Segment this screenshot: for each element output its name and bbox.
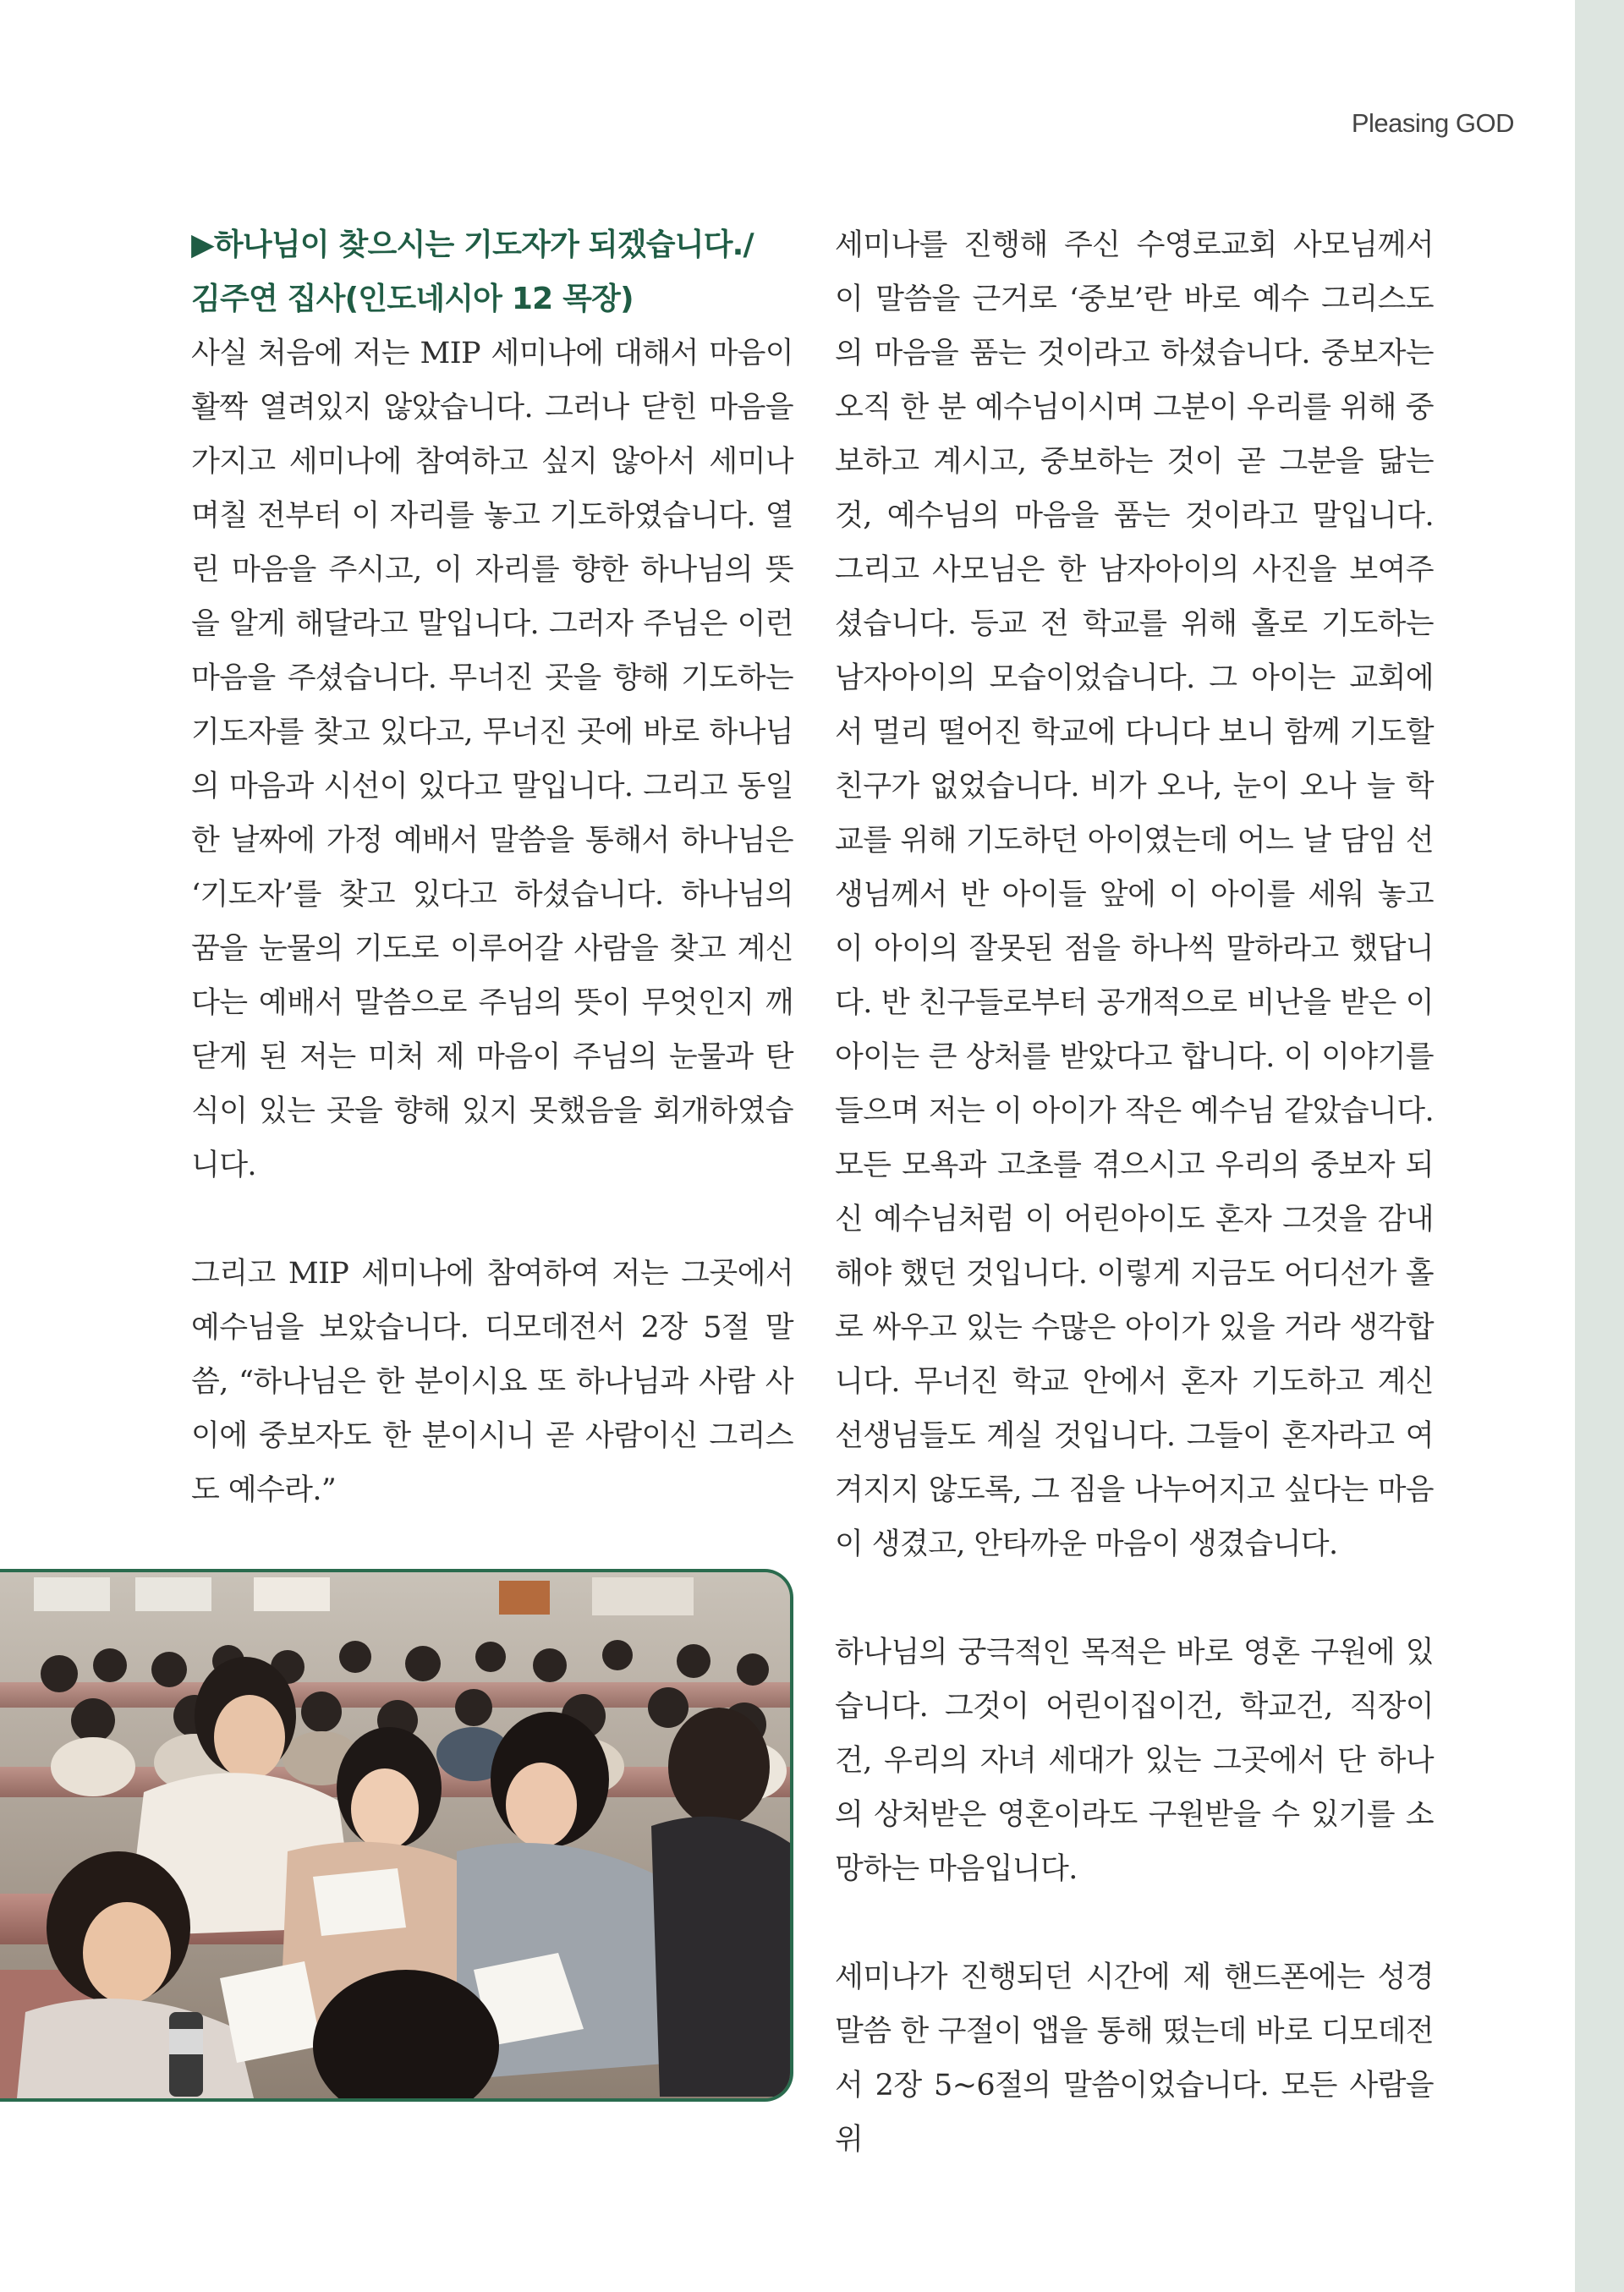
paragraph: 세미나를 진행해 주신 수영로교회 사모님께서 이 말씀을 근거로 ‘중보’란 바로 예수 그리스도의 마음을 품는 것이라고 하셨습니다. 중보자는 오직 한 분 예수님이시며 그분이 우리를 위해 중보하고 계시고, 중보하는 것이 곧 그분을 닮는 것, 예수님의 마음을 품는 것이라고 말입니다. 그리고 사모님은 한 남자아이의 사진을 보여주셨습니다. 등교 전 학교를 위해 홀로 기도하는 남자아이의 모습이었습니다. 그 아이는 교회에서 멀리 떨어진 학교에 다니다 보니 함께 기도할 친구가 없었습니다. 비가 오나, 눈이 오나 늘 학교를 위해 기도하던 아이였는데 어느 날 담임 선생님께서 반 아이들 앞에 이 아이를 세워 놓고 이 아이의 잘못된 점을 하나씩 말하라고 했답니다. 반 친구들로부터 공개적으로 비난을 받은 이 아이는 큰 상처를 받았다고 합니다. 이 이야기를 들으며 저는 이 아이가 작은 예수님 같았습니다. 모든 모욕과 고초를 겪으시고 우리의 중보자 되신 예수님처럼 이 어린아이도 혼자 그것을 감내해야 했던 것입니다. 이렇게 지금도 어디선가 홀로 싸우고 있는 수많은 아이가 있을 거라 생각합니다. 무너진 학교 안에서 혼자 기도하고 계신 선생님들도 계실 것입니다. 그들이 혼자라고 여겨지지 않도록, 그 짐을 나누어지고 싶다는 마음이 생겼고, 안타까운 마음이 생겼습니다.: [835, 228, 1434, 1561]
paragraph: 하나님의 궁극적인 목적은 바로 영혼 구원에 있습니다. 그것이 어린이집이건, 학교건, 직장이건, 우리의 자녀 세대가 있는 그곳에서 단 하나의 상처받은 영혼이라도 구원받을 수 있기를 소망하는 마음입니다.: [835, 1636, 1434, 1886]
side-color-strip: [1575, 0, 1624, 2292]
heading-title: ▶하나님이 찾으시는 기도자가 되겠습니다./: [191, 228, 754, 262]
paragraph: 사실 처음에 저는 MIP 세미나에 대해서 마음이 활짝 열려있지 않았습니다. 그러나 닫힌 마음을 가지고 세미나에 참여하고 싶지 않아서 세미나 며칠 전부터 이 자리를 놓고 기도하였습니다. 열린 마음을 주시고, 이 자리를 향한 하나님의 뜻을 알게 해달라고 말입니다. 그러자 주님은 이런 마음을 주셨습니다. 무너진 곳을 향해 기도하는 기도자를 찾고 있다고, 무너진 곳에 바로 하나님의 마음과 시선이 있다고 말입니다. 그리고 동일한 날짜에 가정 예배서 말씀을 통해서 하나님은 ‘기도자’를 찾고 있다고 하셨습니다. 하나님의 꿈을 눈물의 기도로 이루어갈 사람을 찾고 계신다는 예배서 말씀으로 주님의 뜻이 무엇인지 깨닫게 된 저는 미처 제 마음이 주님의 눈물과 탄식이 있는 곳을 향해 있지 못했음을 회개하였습니다.: [191, 337, 793, 1182]
paragraph: 세미나가 진행되던 시간에 제 핸드폰에는 성경 말씀 한 구절이 앱을 통해 떴는데 바로 디모데전서 2장 5~6절의 말씀이었습니다. 모든 사람을 위: [835, 1960, 1434, 2157]
right-column: [835, 218, 1434, 2167]
paragraph: 그리고 MIP 세미나에 참여하여 저는 그곳에서 예수님을 보았습니다. 디모데전서 2장 5절 말씀, “하나님은 한 분이시요 또 하나님과 사람 사이에 중보자도 한 분이시니 곧 사람이신 그리스도 예수라.”: [191, 1257, 793, 1507]
running-title: Pleasing GOD: [1351, 108, 1514, 138]
heading-author: 김주연 집사(인도네시아 12 목장): [191, 282, 634, 316]
left-column: [191, 218, 793, 1517]
seminar-photo-illustration: [0, 1572, 790, 2098]
seminar-photo: [0, 1569, 793, 2102]
section-heading: [191, 218, 793, 326]
